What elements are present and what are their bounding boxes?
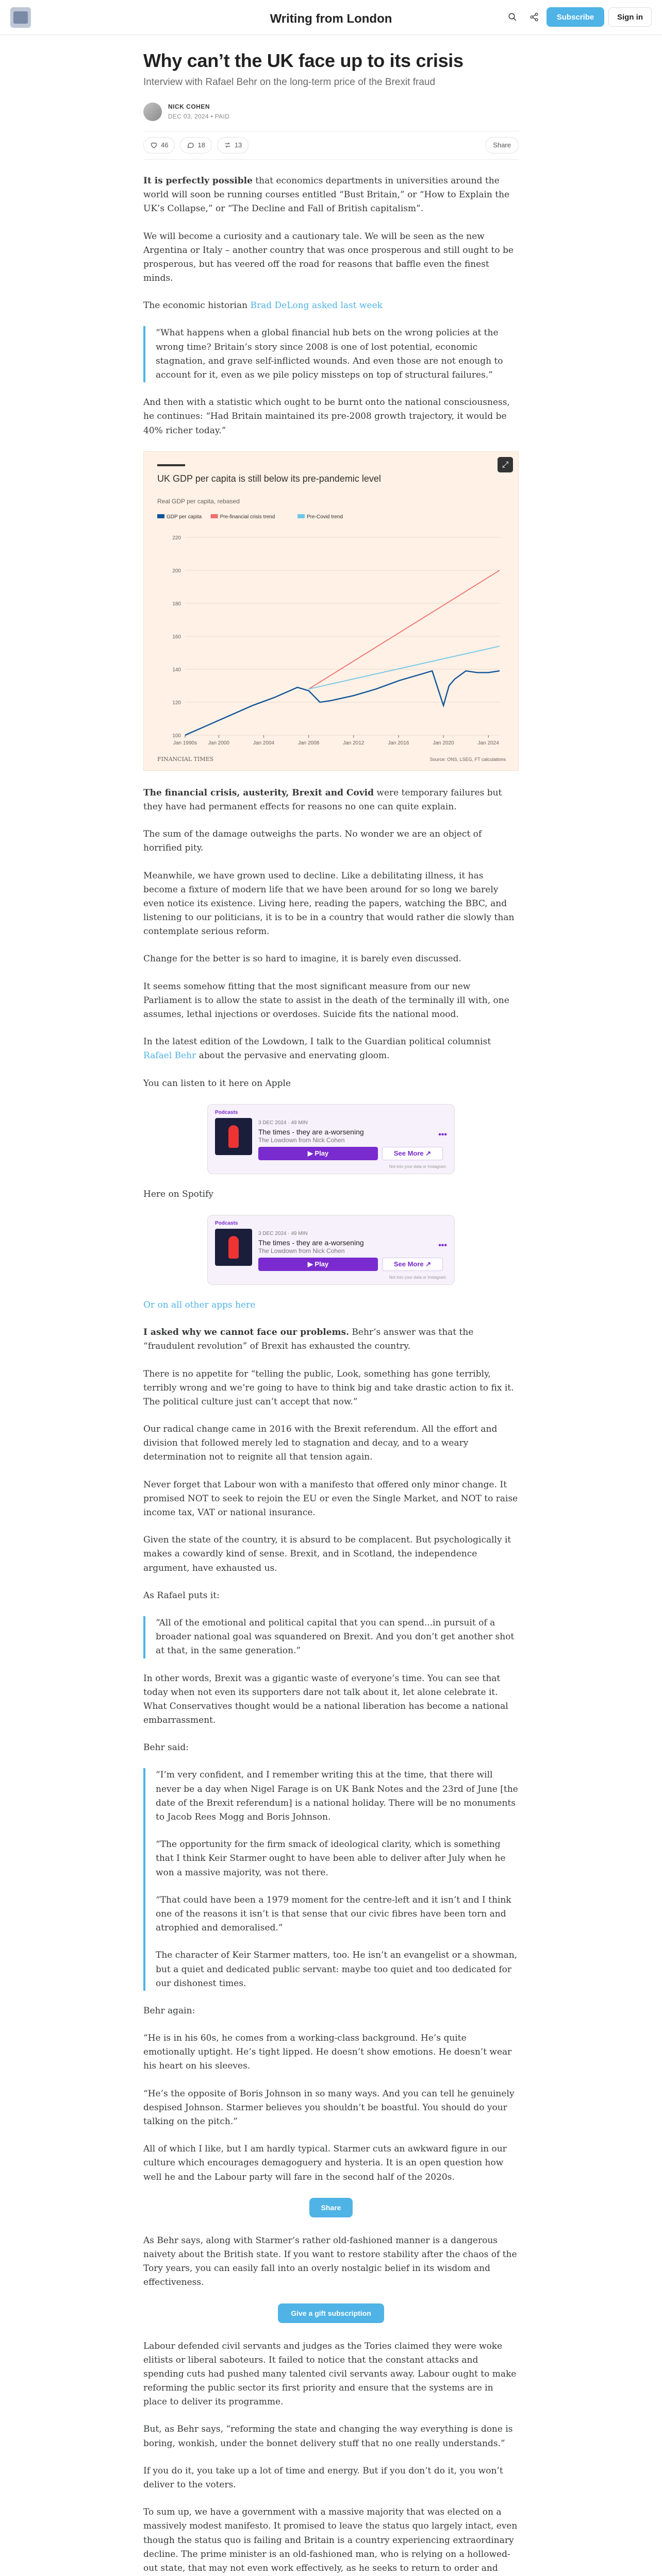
more-options-icon[interactable]: ••• — [438, 1241, 447, 1250]
post-title: Why can’t the UK face up to its crisis — [143, 50, 464, 71]
play-button[interactable]: ▶ Play — [258, 1147, 378, 1160]
gdp-chart-svg — [144, 452, 519, 771]
restack-icon — [224, 141, 231, 149]
paragraph: If you do it, you take up a lot of time and energy. But if you don’t do it, you won’t deliver to the voters. — [143, 2465, 503, 2490]
comment-count: 18 — [197, 141, 205, 149]
paragraph: The economic historian Brad DeLong asked last week — [143, 300, 383, 311]
see-more-button[interactable]: See More ↗ — [382, 1258, 443, 1271]
search-icon[interactable] — [506, 11, 519, 23]
paragraph: It seems somehow fitting that the most significant measure from our new Parliament is to allow the state to assist in the death of the terminally ill with, one assumes, lethal injections or overdoses. Suicide fits the national mood. — [143, 981, 509, 1020]
subscribe-button[interactable]: Subscribe — [547, 7, 604, 27]
y-tick-label: 220 — [172, 535, 181, 541]
paragraph: “He’s the opposite of Boris Johnson in so many ways. And you can tell he genuinely despised Johnson. Starmer believes you shouldn’t be boastful. You should do your talking on the pitch.” — [143, 2088, 515, 2127]
pull-quote: “I’m very confident, and I remember writing this at the time, that there will never be a day when Nigel Farage is on UK Bank Notes and the 23rd of June [the date of the Brexit referendum] is a national holiday. There will be no monuments to Jacob Rees Mogg and Boris Johnson. “The opportunity for the firm smack of ideological clarity, which is something that I think Keir Starmer ought to have been able to deliver after July when he won a massive majority, was not there. “That could have been a 1979 moment for the centre-left and it isn’t and I think one of the reasons it isn’t is that sense that our civic fibres have been torn and atrophied and demoralised.” The character of Keir Starmer matters, too. He isn’t an evangelist or a showman, but a quiet and dedicated public servant: maybe too quiet and too dedicated for our dishonest times. — [143, 1768, 519, 1990]
pull-quote: “What happens when a global financial hub bets on the wrong policies at the wrong time? Britain’s story since 2008 is one of lost potential, economic stagnation, and grave self-inflicted wounds. And even those are not enough to account for it, even as we pile policy missteps on top of structural failures.” — [143, 326, 519, 382]
post-actions — [143, 131, 519, 160]
legend-label: Pre-Covid trend — [307, 514, 343, 520]
author-name[interactable]: NICK COHEN — [168, 103, 210, 110]
x-tick-label: Jan 2020 — [433, 740, 454, 746]
podcasts-label: Podcasts — [215, 1109, 238, 1115]
expand-icon[interactable]: ⤢ — [498, 457, 513, 472]
comment-icon — [187, 141, 194, 149]
share-icon[interactable] — [528, 11, 540, 23]
chart-legend — [157, 514, 343, 520]
y-tick-label: 160 — [172, 634, 181, 640]
post-body — [143, 174, 519, 2576]
chart-subtitle: Real GDP per capita, rebased — [157, 497, 240, 505]
other-apps-link[interactable]: Or on all other apps here — [143, 1299, 256, 1310]
paragraph: As Behr says, along with Starmer’s rather old-fashioned manner is a dangerous naivety about the British state. If you want to restore stability after the chaos of the Tory years, you can easily fall into an overly nostalgic belief in its wisdom and effectiveness. — [143, 2235, 517, 2288]
post — [143, 49, 519, 2576]
paragraph: And then with a statistic which ought to be burnt onto the national consciousness, he continues: “Had Britain maintained its pre-2008 growth trajectory, it would be 40% richer today.” — [143, 397, 510, 436]
paragraph: Here on Spotify — [143, 1189, 213, 1199]
paragraph: “He is in his 60s, he comes from a working-class background. He’s quite emotionally uptight. He’s tight lipped. He doesn’t show emotions. He doesn’t wear his heart on his sleeves. — [143, 2033, 512, 2072]
post-date: DEC 03, 2024 • PAID — [168, 112, 230, 120]
y-tick-label: 180 — [172, 601, 181, 607]
episode-title[interactable]: The times - they are a-worsening — [258, 1238, 364, 1247]
paragraph: You can listen to it here on Apple — [143, 1078, 291, 1089]
paragraph: It is perfectly possible that economics departments in universities around the world will soon be running courses entitled “Bust Britain,” or “How to Explain the UK’s Collapse,” or “The Decline and Fall of British capitalism”. — [143, 175, 510, 214]
site-title[interactable]: Writing from London — [270, 12, 392, 26]
episode-title[interactable]: The times - they are a-worsening — [258, 1127, 364, 1136]
y-tick-label: 100 — [172, 733, 181, 739]
paragraph: All of which I like, but I am hardly typical. Starmer cuts an awkward figure in our culture which encourages demagoguery and hysteria. It is an open question how well he and the Labour party will fare in the second half of the 2020s. — [143, 2144, 507, 2182]
paragraph: Meanwhile, we have grown used to decline. Like a debilitating illness, it has become a fixture of modern life that we have been around for so long we barely even notice its existence. Living here, reading the papers, watching the BBC, and listening to our politicians, it is to be in a country that would rather die slowly than contemplate serious reform. — [143, 870, 515, 937]
paragraph: In the latest edition of the Lowdown, I talk to the Guardian political columnist Rafael Behr about the pervasive and enervating gloom. — [143, 1037, 491, 1061]
paragraph: The sum of the damage outweighs the parts. No wonder we are an object of horrified pity. — [143, 829, 482, 854]
paragraph — [143, 1298, 519, 1312]
more-options-icon[interactable]: ••• — [438, 1130, 447, 1139]
paragraph: Never forget that Labour won with a manifesto that offered only minor change. It promised NOT to seek to rejoin the EU or even the Single Market, and NOT to raise income tax, VAT or national insurance. — [143, 1479, 518, 1518]
paragraph: I asked why we cannot face our problems. Behr’s answer was that the “fraudulent revolution” of Brexit has exhausted the country. — [143, 1327, 474, 1352]
paragraph: Labour defended civil servants and judges as the Tories claimed they were woke elitists or liberal saboteurs. It failed to notice that the constant attacks and spending cuts had pushed many talented civil servants away. Labour ought to make reforming the public sector its first priority and ensure that the systems are in place to deliver its programme. — [143, 2341, 517, 2408]
series-line-gdp-per-capita — [185, 671, 500, 735]
gift-subscription-button[interactable]: Give a gift subscription — [278, 2303, 384, 2323]
legend-swatch — [211, 514, 218, 518]
delong-link[interactable]: Brad DeLong asked last week — [250, 300, 383, 311]
play-button[interactable]: ▶ Play — [258, 1258, 378, 1271]
paragraph: To sum up, we have a government with a massive majority that was elected on a massively modest manifesto. It promised to leave the status quo largely intact, even though the status quo is failing and Britain is a country experiencing extraordinary decline. The prime minister is an old-fashioned man, who is relying on a hollowed-out state, that may not even work effectively, as he seeks to return to order and — [143, 2507, 518, 2573]
x-tick-label: Jan 2012 — [343, 740, 365, 746]
share-button[interactable]: Share — [309, 2198, 353, 2217]
paragraph: In other words, Brexit was a gigantic waste of everyone’s time. You can see that today when not even its supporters dare not talk about it, let alone celebrate it. What Conservatives thought would be a national liberation has become a national embarrassment. — [143, 1673, 508, 1726]
chart-source: Source: ONS, LSEG, FT calculations — [429, 756, 506, 762]
heart-icon — [150, 141, 158, 149]
chart-grid — [172, 535, 500, 739]
x-tick-label: Jan 2024 — [477, 740, 499, 746]
y-tick-label: 140 — [172, 667, 181, 673]
podcast-artwork — [215, 1118, 252, 1155]
paragraph: As Rafael puts it: — [143, 1590, 220, 1601]
y-tick-label: 200 — [172, 568, 181, 574]
paragraph: Change for the better is so hard to imagine, it is barely even discussed. — [143, 954, 461, 964]
chart-series — [185, 570, 500, 735]
spotify-podcast-embed[interactable]: Podcasts 3 DEC 2024 · 49 MIN The times - they are a-worsening The Lowdown from Nick Cohen ••• ▶ Play See More ↗ Not into your data or Instagram — [207, 1215, 455, 1285]
legend-label: Pre-financial crisis trend — [220, 514, 275, 520]
x-tick-label: Jan 2000 — [208, 740, 229, 746]
sign-in-button[interactable]: Sign in — [608, 7, 652, 27]
comment-button[interactable] — [180, 137, 211, 154]
gdp-chart — [143, 451, 519, 771]
rafael-behr-link[interactable]: Rafael Behr — [143, 1050, 196, 1061]
paragraph: The financial crisis, austerity, Brexit and Covid were temporary failures but they have had permanent effects for reasons no one can quite explain. — [143, 787, 502, 812]
x-tick-label: Jan 2008 — [298, 740, 320, 746]
chart-footer-left: FINANCIAL TIMES — [157, 755, 214, 762]
see-more-button[interactable]: See More ↗ — [382, 1147, 443, 1160]
restack-count: 13 — [234, 141, 242, 149]
paragraph: But, as Behr says, “reforming the state and changing the way everything is done is boring, wonkish, under the bonnet delivery stuff that no one really understands.” — [143, 2424, 513, 2449]
podcasts-label: Podcasts — [215, 1220, 238, 1226]
podcast-artwork — [215, 1229, 252, 1266]
author-avatar[interactable] — [143, 103, 162, 121]
chart-title-bar — [157, 464, 185, 466]
paragraph: There is no appetite for “telling the public, Look, something has gone terribly, terribly wrong and we’re going to have to think big and take drastic action to fix it. The political culture just can’t accept that now.” — [143, 1368, 514, 1407]
legend-label: GDP per capita — [167, 514, 202, 520]
paragraph: Behr said: — [143, 1742, 189, 1753]
paragraph: Our radical change came in 2016 with the Brexit referendum. All the effort and division that followed merely led to stagnation and decay, and to a weary determination not to reignite all that tension again. — [143, 1424, 498, 1463]
byline — [143, 102, 519, 122]
paragraph: We will become a curiosity and a cautionary tale. We will be seen as the new Argentina or Italy – another country that was once prosperous and still ought to be prosperous, but has veered off the road for reasons that baffle even the finest minds. — [143, 231, 514, 284]
apple-podcast-embed[interactable]: Podcasts 3 DEC 2024 · 49 MIN The times - they are a-worsening The Lowdown from Nick Cohen ••• ▶ Play See More ↗ Not into your data or Instagram — [207, 1104, 455, 1174]
x-axis — [173, 735, 499, 746]
like-button[interactable] — [143, 137, 175, 154]
top-bar — [0, 0, 662, 35]
legend-swatch — [157, 514, 164, 518]
x-tick-label: Jan 2016 — [388, 740, 409, 746]
like-count: 46 — [161, 141, 169, 149]
y-tick-label: 120 — [172, 700, 181, 706]
paragraph: Behr again: — [143, 2005, 195, 2016]
share-post-button[interactable]: Share — [485, 137, 519, 154]
post-subtitle: Interview with Rafael Behr on the long-term price of the Brexit fraud — [143, 77, 436, 88]
chart-title: UK GDP per capita is still below its pre-pandemic level — [157, 473, 381, 484]
pull-quote: “All of the emotional and political capital that you can spend...in pursuit of a broader national goal was squandered on Brexit. And you don’t get another shot at that, in the same generation.” — [143, 1616, 519, 1658]
restack-button[interactable] — [217, 137, 249, 154]
x-tick-label: Jan 1990s — [173, 740, 197, 746]
paragraph: Given the state of the country, it is absurd to be complacent. But psychologically it makes a cowardly kind of sense. Brexit, and in Scotland, the independence argument, have exhausted us. — [143, 1535, 511, 1573]
series-line-pre-covid-trend — [309, 646, 500, 689]
x-tick-label: Jan 2004 — [253, 740, 275, 746]
legend-swatch — [297, 514, 305, 518]
